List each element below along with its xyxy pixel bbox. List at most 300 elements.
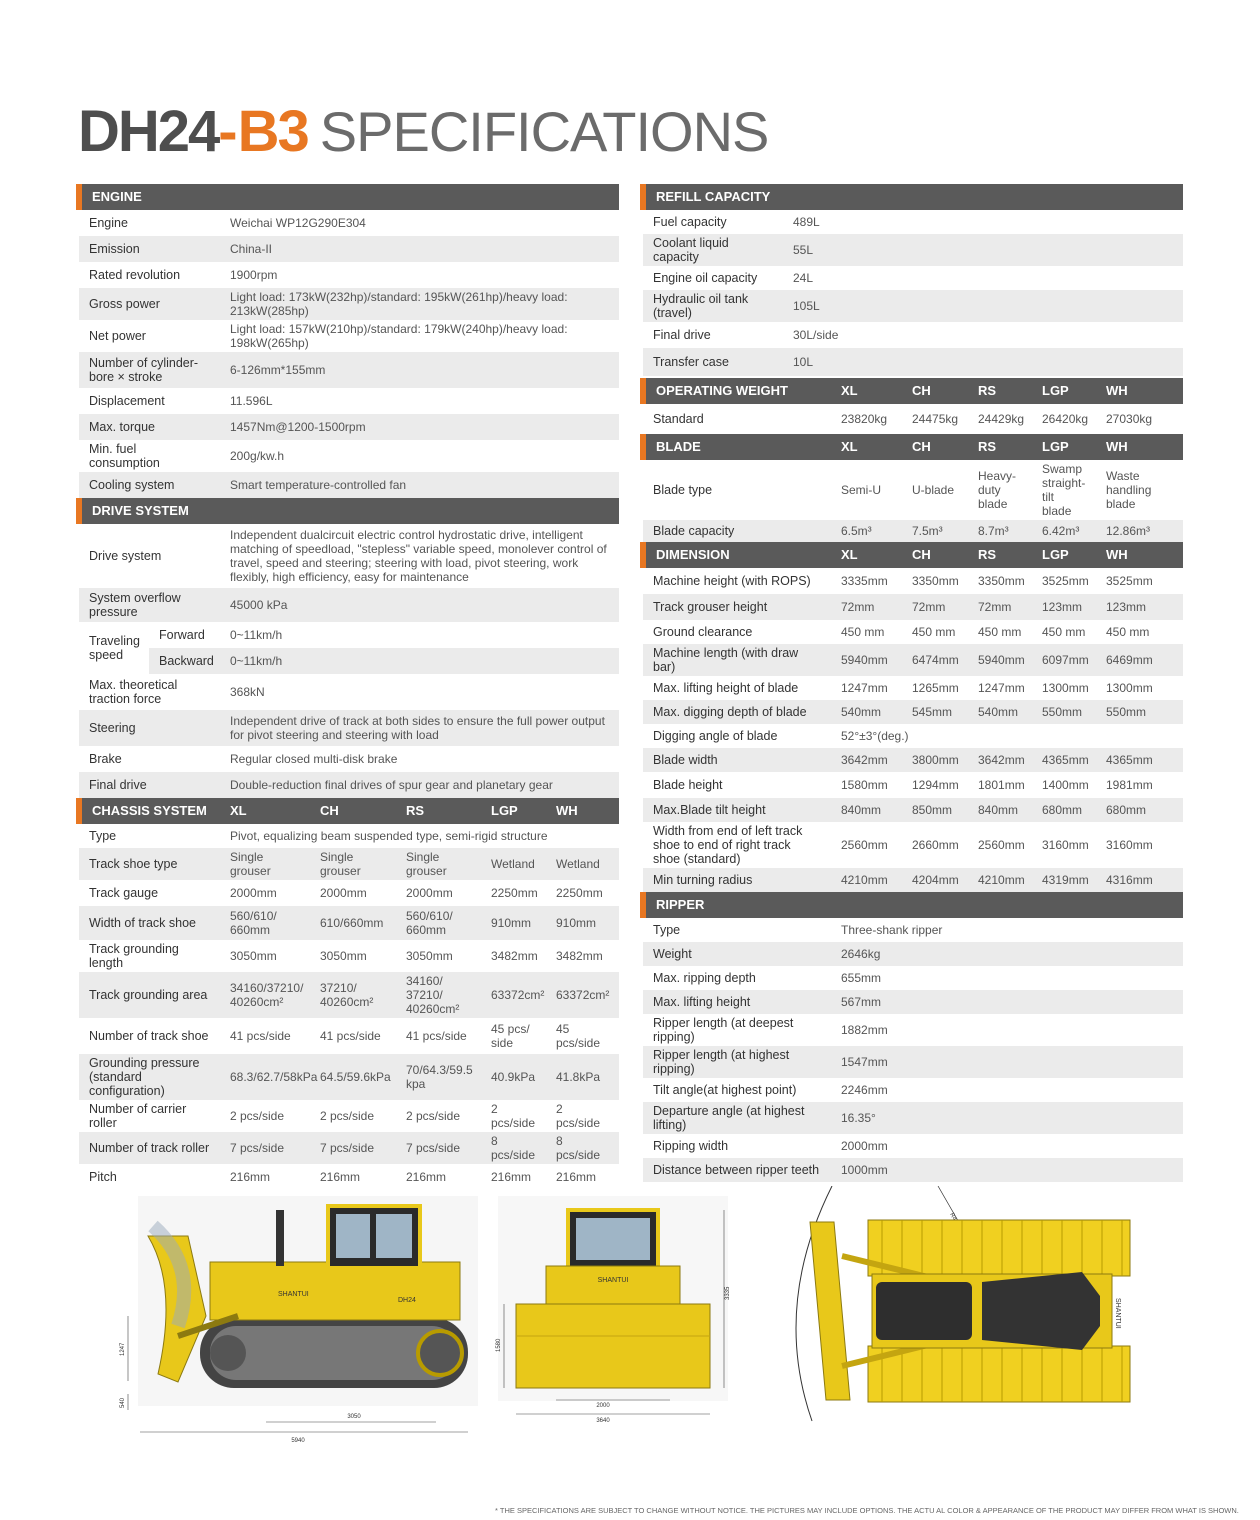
spec-value: 545mm (902, 700, 968, 724)
machine-body (210, 1262, 460, 1320)
ripper-table (640, 892, 1183, 1182)
spec-value: 7 pcs/side (220, 1132, 310, 1164)
front-view-drawing (488, 1196, 738, 1426)
engine-row (79, 414, 619, 440)
steering-value: Independent drive of track at both sides to ensure the full power output for pivot steering and steering with load (220, 710, 619, 746)
title-word: SPECIFICATIONS (319, 100, 769, 163)
top-track-lower (868, 1346, 1130, 1402)
blade-row (643, 520, 1183, 542)
dimension-row (643, 676, 1183, 700)
spec-value: 63372cm² (546, 972, 619, 1018)
spec-value: 8 pcs/side (481, 1132, 546, 1164)
spec-value: 6474mm (902, 644, 968, 676)
spec-label: Min turning radius (643, 868, 831, 892)
spec-value: 72mm (831, 594, 902, 620)
spec-value: 68.3/62.7/58kPa (220, 1054, 310, 1100)
spec-label: Fuel capacity (643, 210, 783, 234)
page-title (78, 98, 768, 162)
operating-weight-row (643, 404, 1183, 434)
top-blade (810, 1222, 850, 1400)
spec-value: 24475kg (902, 404, 968, 434)
operating-weight-header-row (643, 378, 1183, 404)
spec-value: 1457Nm@1200-1500rpm (220, 414, 619, 440)
ripper-row (643, 1078, 1183, 1102)
spec-value: Semi-U (831, 460, 902, 520)
dimension-row (643, 798, 1183, 822)
spec-label: Max. ripping depth (643, 966, 831, 990)
spec-value: Waste handling blade (1096, 460, 1183, 520)
title-variant: B3 (237, 99, 308, 164)
spec-value: 10L (783, 348, 1183, 376)
spec-value: 3482mm (546, 940, 619, 972)
top-track-upper (868, 1220, 1130, 1276)
col-header: LGP (1032, 378, 1096, 404)
disclaimer: * THE SPECIFICATIONS ARE SUBJECT TO CHANGE WITHOUT NOTICE. THE PICTURES MAY INCLUDE OPTIONS. THE ACTU AL COLOR & APPEARANCE OF THE PRODUCT MAY DIFFER FROM WHAT IS SHOWN. (495, 1506, 1239, 1515)
chassis-row (79, 940, 619, 972)
spec-label: Digging angle of blade (643, 724, 831, 748)
spec-value: 8 pcs/side (546, 1132, 619, 1164)
chassis-row (79, 848, 619, 880)
front-dim-gauge: 2000 (596, 1403, 610, 1409)
spec-value: 2 pcs/side (546, 1100, 619, 1132)
col-header: WH (1096, 434, 1183, 460)
spec-value: 45 pcs/ side (481, 1018, 546, 1054)
dimension-row (643, 620, 1183, 644)
spec-value: 45 pcs/side (546, 1018, 619, 1054)
spec-value: 6097mm (1032, 644, 1096, 676)
spec-value: 41.8kPa (546, 1054, 619, 1100)
spec-label: Grounding pressure (standard configuration) (79, 1054, 220, 1100)
top-engine-cover (876, 1282, 972, 1340)
steering-label: Steering (79, 710, 220, 746)
spec-label: Engine (79, 210, 220, 236)
spec-label: Width from end of left track shoe to end of right track shoe (standard) (643, 822, 831, 868)
chassis-row (79, 972, 619, 1018)
spec-label: Ground clearance (643, 620, 831, 644)
spec-value: 4210mm (831, 868, 902, 892)
title-dash: - (218, 99, 238, 164)
forward-value: 0~11km/h (220, 622, 619, 648)
spec-label: Number of track roller (79, 1132, 220, 1164)
spec-value: 34160/ 37210/ 40260cm² (396, 972, 481, 1018)
blade-header: BLADE (643, 434, 831, 460)
spec-label: Track gauge (79, 880, 220, 906)
dimension-header: DIMENSION (643, 542, 831, 568)
spec-value: 840mm (831, 798, 902, 822)
drive-system-value: Independent dualcircuit electric control hydrostatic drive, intelligent matching of speedload, "stepless" variable speed, monolever control of travel, speed and steering; steering with load, pivot steering, work flexibly, high efficiency, easy for maintenance (220, 524, 619, 588)
chassis-row (79, 1100, 619, 1132)
spec-label: Min. fuel consumption (79, 440, 220, 472)
engine-row (79, 388, 619, 414)
spec-value: 63372cm² (481, 972, 546, 1018)
spec-value: 1294mm (902, 772, 968, 798)
spec-label: Track shoe type (79, 848, 220, 880)
chassis-type-label: Type (79, 824, 220, 848)
ripper-row (643, 966, 1183, 990)
brake-value: Regular closed multi-disk brake (220, 746, 619, 772)
ripper-row (643, 1102, 1183, 1134)
side-dim-lift: 1247 (120, 1342, 126, 1356)
col-header: CH (902, 542, 968, 568)
spec-value: 4210mm (968, 868, 1032, 892)
spec-value: Smart temperature-controlled fan (220, 472, 619, 498)
spec-label: Pitch (79, 1164, 220, 1190)
spec-label: Standard (643, 404, 831, 434)
ripper-row (643, 1134, 1183, 1158)
spec-label: Number of carrier roller (79, 1100, 220, 1132)
spec-label: Coolant liquid capacity (643, 234, 783, 266)
spec-value: 5940mm (831, 644, 902, 676)
side-dim-length: 5940 (291, 1438, 305, 1444)
chassis-header: CHASSIS SYSTEM (79, 798, 220, 824)
col-header: WH (1096, 542, 1183, 568)
spec-value: 2000mm (396, 880, 481, 906)
spec-value: 540mm (831, 700, 902, 724)
final-drive-label: Final drive (79, 772, 220, 798)
spec-label: Track grouser height (643, 594, 831, 620)
spec-value: 7 pcs/side (396, 1132, 481, 1164)
spec-label: Transfer case (643, 348, 783, 376)
spec-value: 850mm (902, 798, 968, 822)
spec-value: 2560mm (968, 822, 1032, 868)
spec-label: Departure angle (at highest lifting) (643, 1102, 831, 1134)
engine-row (79, 440, 619, 472)
spec-value: 6469mm (1096, 644, 1183, 676)
spec-value: 2660mm (902, 822, 968, 868)
spec-value: 2000mm (310, 880, 396, 906)
col-header: XL (831, 378, 902, 404)
spec-value: 910mm (481, 906, 546, 940)
spec-value: 1000mm (831, 1158, 1183, 1182)
spec-label: Machine height (with ROPS) (643, 568, 831, 594)
side-brand: SHANTUI (278, 1291, 309, 1298)
spec-label: Ripping width (643, 1134, 831, 1158)
spec-value: 489L (783, 210, 1183, 234)
spec-value: 12.86m³ (1096, 520, 1183, 542)
chassis-row (79, 906, 619, 940)
side-view-drawing (118, 1196, 478, 1446)
spec-value: 1247mm (968, 676, 1032, 700)
spec-value: 3050mm (220, 940, 310, 972)
spec-label: Number of cylinder-bore × stroke (79, 352, 220, 388)
spec-value: 2000mm (831, 1134, 1183, 1158)
backward-label: Backward (149, 648, 220, 674)
spec-value: 2250mm (546, 880, 619, 906)
chassis-col-header: WH (546, 798, 619, 824)
spec-value: 3482mm (481, 940, 546, 972)
spec-value: 216mm (481, 1164, 546, 1190)
ripper-header: RIPPER (643, 892, 1183, 918)
backward-value: 0~11km/h (220, 648, 619, 674)
spec-label: Ripper length (at deepest ripping) (643, 1014, 831, 1046)
spec-value: 567mm (831, 990, 1183, 1014)
spec-value: China-II (220, 236, 619, 262)
spec-value: 3800mm (902, 748, 968, 772)
spec-value: Light load: 157kW(210hp)/standard: 179kW(240hp)/heavy load: 198kW(265hp) (220, 320, 619, 352)
spec-value: 64.5/59.6kPa (310, 1054, 396, 1100)
front-dim-blade: 1580 (496, 1338, 502, 1352)
spec-value: 1882mm (831, 1014, 1183, 1046)
col-header: RS (968, 542, 1032, 568)
refill-row (643, 322, 1183, 348)
chassis-row (79, 1018, 619, 1054)
front-dim-height: 3335 (725, 1286, 731, 1300)
spec-value: 560/610/ 660mm (396, 906, 481, 940)
spec-value: 3050mm (396, 940, 481, 972)
spec-value: 16.35° (831, 1102, 1183, 1134)
spec-value: 450 mm (1096, 620, 1183, 644)
spec-value: 216mm (220, 1164, 310, 1190)
spec-value: 7 pcs/side (310, 1132, 396, 1164)
spec-value: 2 pcs/side (220, 1100, 310, 1132)
left-column (76, 184, 619, 1190)
spec-label: Net power (79, 320, 220, 352)
col-header: LGP (1032, 542, 1096, 568)
spec-label: Blade capacity (643, 520, 831, 542)
side-dim-dig: 540 (120, 1397, 126, 1408)
spec-label: Max. torque (79, 414, 220, 440)
col-header: LGP (1032, 434, 1096, 460)
refill-row (643, 234, 1183, 266)
ripper-row (643, 1014, 1183, 1046)
spec-label: Max.Blade tilt height (643, 798, 831, 822)
spec-value: 72mm (968, 594, 1032, 620)
spec-value: 450 mm (831, 620, 902, 644)
right-column (640, 184, 1183, 1182)
spec-value: 4365mm (1096, 748, 1183, 772)
refill-row (643, 210, 1183, 234)
drive-system-label: Drive system (79, 524, 220, 588)
front-blade (516, 1304, 710, 1388)
dimension-row (643, 772, 1183, 798)
chassis-row (79, 1132, 619, 1164)
chassis-col-header: CH (310, 798, 396, 824)
spec-value: 3050mm (310, 940, 396, 972)
overflow-value: 45000 kPa (220, 588, 619, 622)
spec-value: Single grouser (396, 848, 481, 880)
top-view-drawing (782, 1186, 1142, 1436)
spec-label: Max. lifting height of blade (643, 676, 831, 700)
spec-value: Swamp straight- tilt blade (1032, 460, 1096, 520)
ripper-row (643, 1046, 1183, 1078)
side-model-plate: DH24 (398, 1297, 416, 1304)
spec-value: 680mm (1032, 798, 1096, 822)
engine-row (79, 262, 619, 288)
spec-value: 23820kg (831, 404, 902, 434)
top-cab-roof (982, 1272, 1100, 1350)
spec-label: Max. digging depth of blade (643, 700, 831, 724)
spec-value: 3642mm (968, 748, 1032, 772)
spec-value: 1580mm (831, 772, 902, 798)
spec-label: Type (643, 918, 831, 942)
spec-label: Width of track shoe (79, 906, 220, 940)
spec-label: Max. lifting height (643, 990, 831, 1014)
chassis-row (79, 880, 619, 906)
top-brand: SHANTUI (1114, 1298, 1121, 1329)
forward-label: Forward (149, 622, 220, 648)
spec-value: 1247mm (831, 676, 902, 700)
spec-value: 4204mm (902, 868, 968, 892)
spec-value: Light load: 173kW(232hp)/standard: 195kW(261hp)/heavy load: 213kW(285hp) (220, 288, 619, 320)
dimension-row (643, 644, 1183, 676)
spec-value: 450 mm (902, 620, 968, 644)
col-header: WH (1096, 378, 1183, 404)
spec-value: 123mm (1096, 594, 1183, 620)
ripper-row (643, 1158, 1183, 1182)
spec-label: Blade height (643, 772, 831, 798)
spec-value: 105L (783, 290, 1183, 322)
col-header: RS (968, 378, 1032, 404)
chassis-row (79, 1164, 619, 1190)
spec-value: 2000mm (220, 880, 310, 906)
spec-value: 24429kg (968, 404, 1032, 434)
exhaust-stack (276, 1210, 284, 1266)
multi-table (640, 378, 1183, 892)
overflow-label: System overflow pressure (79, 588, 220, 622)
dimension-header-row (643, 542, 1183, 568)
spec-value: 6.5m³ (831, 520, 902, 542)
engine-row (79, 472, 619, 498)
spec-value: U-blade (902, 460, 968, 520)
side-dim-track: 3050 (347, 1414, 361, 1420)
engine-table (76, 184, 619, 498)
spec-value: 40.9kPa (481, 1054, 546, 1100)
refill-row (643, 290, 1183, 322)
spec-value: 2 pcs/side (396, 1100, 481, 1132)
refill-table (640, 184, 1183, 376)
dimension-row (643, 724, 1183, 748)
chassis-type-value: Pivot, equalizing beam suspended type, semi-rigid structure (220, 824, 619, 848)
spec-label: Tilt angle(at highest point) (643, 1078, 831, 1102)
spec-value: 216mm (396, 1164, 481, 1190)
spec-label: Cooling system (79, 472, 220, 498)
spec-value: 540mm (968, 700, 1032, 724)
spec-value: Single grouser (220, 848, 310, 880)
spec-value: Heavy- duty blade (968, 460, 1032, 520)
spec-value: 3335mm (831, 568, 902, 594)
spec-value: 41 pcs/side (220, 1018, 310, 1054)
spec-value: 1981mm (1096, 772, 1183, 798)
spec-value: 1300mm (1032, 676, 1096, 700)
engine-row (79, 210, 619, 236)
col-header: CH (902, 378, 968, 404)
spec-value: 37210/ 40260cm² (310, 972, 396, 1018)
chassis-row (79, 1054, 619, 1100)
spec-value: 2 pcs/side (481, 1100, 546, 1132)
spec-label: Machine length (with draw bar) (643, 644, 831, 676)
spec-value: 2 pcs/side (310, 1100, 396, 1132)
spec-value: 655mm (831, 966, 1183, 990)
chassis-col-header: RS (396, 798, 481, 824)
spec-value: 123mm (1032, 594, 1096, 620)
spec-value: 3160mm (1032, 822, 1096, 868)
spec-value: 70/64.3/59.5 kpa (396, 1054, 481, 1100)
spec-value: 1801mm (968, 772, 1032, 798)
spec-value: 1300mm (1096, 676, 1183, 700)
spec-value: 1400mm (1032, 772, 1096, 798)
spec-label: Blade width (643, 748, 831, 772)
spec-label: Gross power (79, 288, 220, 320)
brake-label: Brake (79, 746, 220, 772)
spec-value: 2250mm (481, 880, 546, 906)
operating-weight-header: OPERATING WEIGHT (643, 378, 831, 404)
spec-value: Wetland (546, 848, 619, 880)
spec-value: 55L (783, 234, 1183, 266)
spec-label: Number of track shoe (79, 1018, 220, 1054)
spec-label: Engine oil capacity (643, 266, 783, 290)
spec-label: Blade type (643, 460, 831, 520)
spec-label: Rated revolution (79, 262, 220, 288)
spec-value: 41 pcs/side (310, 1018, 396, 1054)
ripper-row (643, 942, 1183, 966)
drive-table (76, 498, 619, 798)
spec-value: 3525mm (1096, 568, 1183, 594)
spec-value: 7.5m³ (902, 520, 968, 542)
front-brand: SHANTUI (597, 1277, 629, 1284)
spec-value: 24L (783, 266, 1183, 290)
chassis-table (76, 798, 619, 1190)
ripper-row (643, 990, 1183, 1014)
spec-value: 27030kg (1096, 404, 1183, 434)
spec-value: 2560mm (831, 822, 902, 868)
spec-value: 216mm (310, 1164, 396, 1190)
dimension-row (643, 700, 1183, 724)
refill-row (643, 348, 1183, 376)
drive-header: DRIVE SYSTEM (79, 498, 619, 524)
spec-value: 72mm (902, 594, 968, 620)
spec-value: 560/610/ 660mm (220, 906, 310, 940)
spec-value: 2246mm (831, 1078, 1183, 1102)
spec-value: 4316mm (1096, 868, 1183, 892)
title-model: DH24 (78, 99, 219, 164)
refill-header: REFILL CAPACITY (643, 184, 1183, 210)
spec-value: 6.42m³ (1032, 520, 1096, 542)
spec-value: 680mm (1096, 798, 1183, 822)
chassis-col-header: XL (220, 798, 310, 824)
traveling-label: Traveling speed (79, 622, 149, 674)
dimension-row (643, 868, 1183, 892)
refill-row (643, 266, 1183, 290)
spec-value: 910mm (546, 906, 619, 940)
spec-value: 216mm (546, 1164, 619, 1190)
dimension-row (643, 748, 1183, 772)
spec-label: Displacement (79, 388, 220, 414)
traction-label: Max. theoretical traction force (79, 674, 220, 710)
spec-value: 1547mm (831, 1046, 1183, 1078)
spec-value: 30L/side (783, 322, 1183, 348)
spec-label: Final drive (643, 322, 783, 348)
col-header: CH (902, 434, 968, 460)
spec-value: 52°±3°(deg.) (831, 724, 1183, 748)
col-header: XL (831, 434, 902, 460)
spec-value: 450 mm (968, 620, 1032, 644)
dimension-row (643, 594, 1183, 620)
spec-value: 26420kg (1032, 404, 1096, 434)
spec-value: Wetland (481, 848, 546, 880)
spec-value: 550mm (1096, 700, 1183, 724)
spec-value: 3350mm (968, 568, 1032, 594)
spec-value: 11.596L (220, 388, 619, 414)
spec-label: Track grounding area (79, 972, 220, 1018)
spec-value: 4319mm (1032, 868, 1096, 892)
spec-value: 4365mm (1032, 748, 1096, 772)
spec-value: Three-shank ripper (831, 918, 1183, 942)
spec-value: 1900rpm (220, 262, 619, 288)
engine-row (79, 288, 619, 320)
spec-label: Distance between ripper teeth (643, 1158, 831, 1182)
spec-value: 8.7m³ (968, 520, 1032, 542)
chassis-col-header: LGP (481, 798, 546, 824)
